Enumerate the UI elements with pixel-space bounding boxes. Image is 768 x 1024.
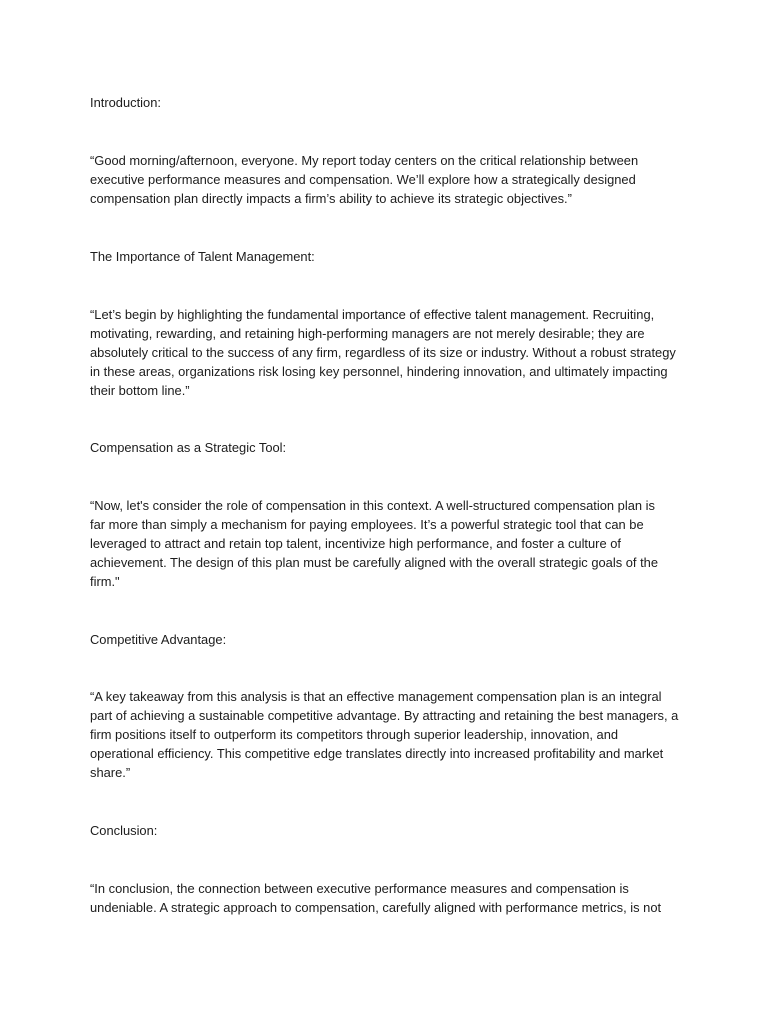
heading-text: Competitive Advantage: xyxy=(90,632,227,647)
heading-text: Conclusion: xyxy=(90,823,158,838)
section-heading-competitive-advantage xyxy=(90,630,682,649)
paragraph-line: their bottom line.” xyxy=(90,383,190,398)
paragraph-competitive-advantage xyxy=(90,687,682,782)
paragraph-line: “Let’s begin by highlighting the fundamental importance of effective talent management. Recruiting, xyxy=(90,307,655,322)
paragraph-line: executive performance measures and compensation. We’ll explore how a strategically designed xyxy=(90,172,636,187)
heading-text: Compensation as a Strategic Tool: xyxy=(90,440,287,455)
heading-text: The Importance of Talent Management: xyxy=(90,249,315,264)
paragraph-line: compensation plan directly impacts a firm’s ability to achieve its strategic objectives.” xyxy=(90,191,572,206)
paragraph-line: “Good morning/afternoon, everyone. My report today centers on the critical relationship between xyxy=(90,153,639,168)
paragraph-line: leveraged to attract and retain top talent, incentivize high performance, and foster a culture of xyxy=(90,536,621,551)
paragraph-line: motivating, rewarding, and retaining high-performing managers are not merely desirable; they are xyxy=(90,326,645,341)
paragraph-line: part of achieving a sustainable competitive advantage. By attracting and retaining the best managers, a xyxy=(90,708,679,723)
paragraph-line: firm positions itself to outperform its competitors through superior leadership, innovation, and xyxy=(90,727,619,742)
paragraph-conclusion xyxy=(90,879,682,917)
section-heading-introduction xyxy=(90,93,682,112)
paragraph-line: far more than simply a mechanism for paying employees. It’s a powerful strategic tool that can be xyxy=(90,517,644,532)
paragraph-line: “Now, let's consider the role of compensation in this context. A well-structured compensation plan is xyxy=(90,498,655,513)
paragraph-talent-management xyxy=(90,305,682,400)
paragraph-line: absolutely critical to the success of any firm, regardless of its size or industry. Without a robust strategy xyxy=(90,345,676,360)
paragraph-line: in these areas, organizations risk losing key personnel, hindering innovation, and ultimately impacting xyxy=(90,364,668,379)
paragraph-line: achievement. The design of this plan must be carefully aligned with the overall strategic goals of the xyxy=(90,555,658,570)
section-heading-strategic-tool xyxy=(90,438,682,457)
section-heading-talent-management xyxy=(90,247,682,266)
paragraph-line: undeniable. A strategic approach to compensation, carefully aligned with performance metrics, is not xyxy=(90,900,662,915)
heading-text: Introduction: xyxy=(90,95,161,110)
paragraph-line: firm." xyxy=(90,574,120,589)
paragraph-line: “In conclusion, the connection between executive performance measures and compensation is xyxy=(90,881,629,896)
paragraph-line: share.” xyxy=(90,765,131,780)
paragraph-line: operational efficiency. This competitive edge translates directly into increased profitability and market xyxy=(90,746,664,761)
paragraph-strategic-tool xyxy=(90,496,682,591)
paragraph-line: “A key takeaway from this analysis is that an effective management compensation plan is an integral xyxy=(90,689,662,704)
section-heading-conclusion xyxy=(90,821,682,840)
paragraph-introduction xyxy=(90,151,682,208)
